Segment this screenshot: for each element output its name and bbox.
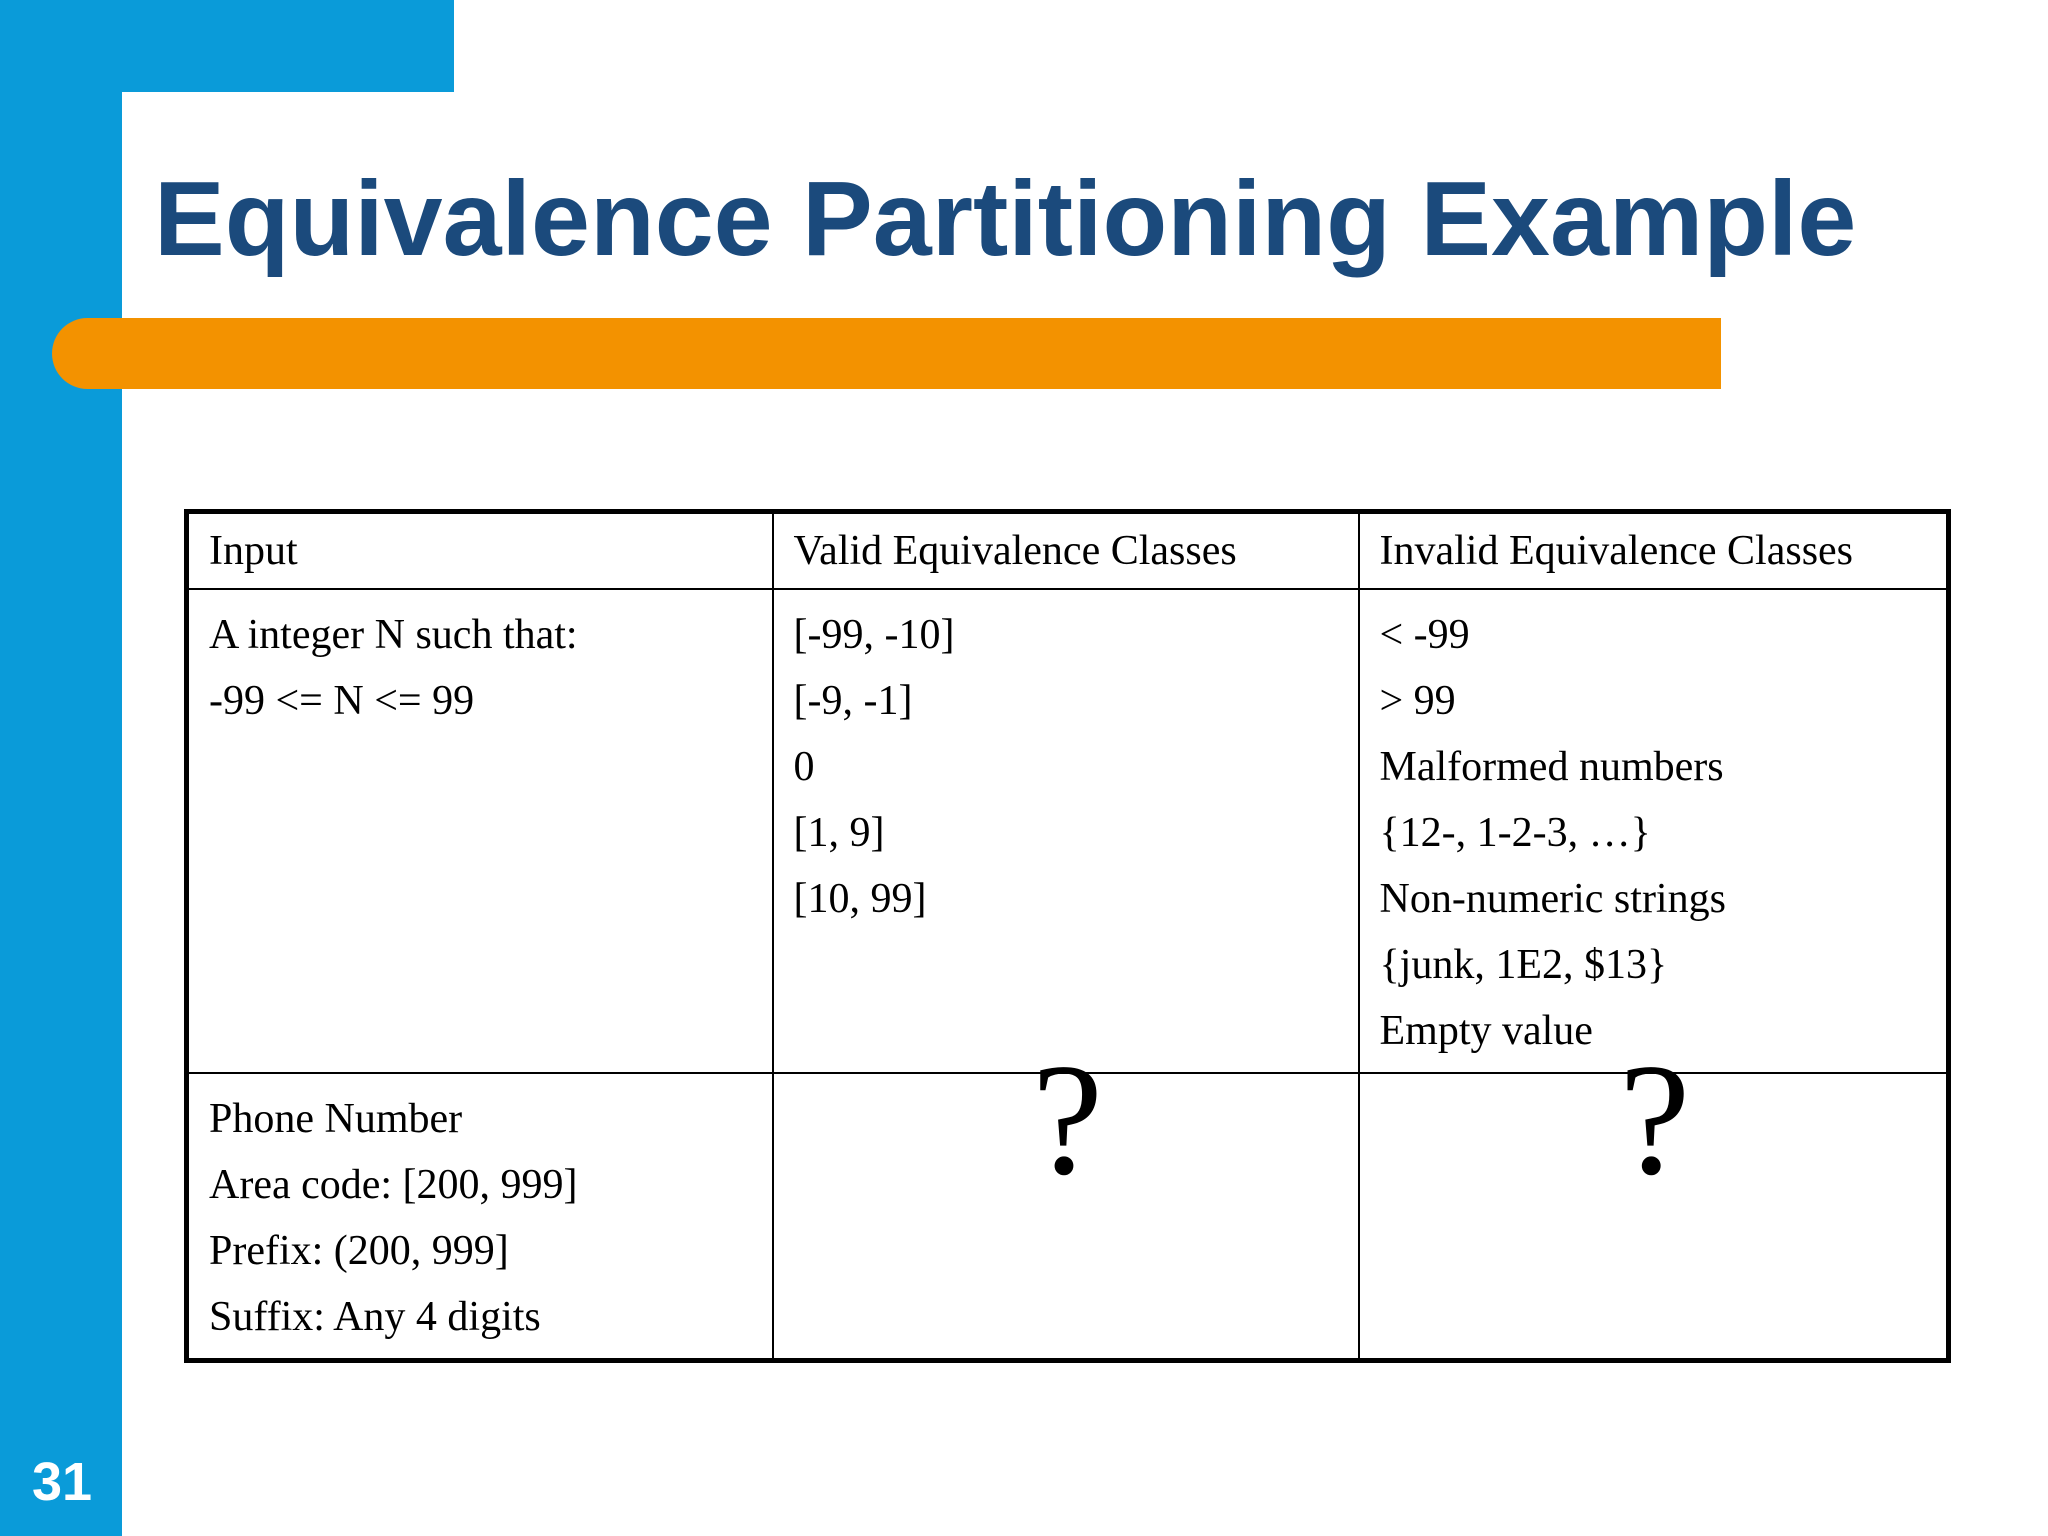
cell-line: Suffix: Any 4 digits [209, 1294, 541, 1340]
cell-invalid [1359, 589, 1949, 1073]
cell-line: > 99 [1379, 678, 1456, 724]
title-underline-bar [52, 318, 1721, 389]
cell-line: [-9, -1] [793, 678, 913, 724]
cell-line: [1, 9] [793, 810, 885, 856]
cell-line: Area code: [200, 999] [209, 1162, 578, 1208]
cell-input [187, 1073, 773, 1361]
cell-line: Prefix: (200, 999] [209, 1228, 509, 1274]
cell-valid [773, 589, 1359, 1073]
cell-line: Non-numeric strings [1379, 876, 1726, 922]
equivalence-table [184, 509, 1951, 1363]
table-header-row [187, 512, 1949, 590]
header-input: Input [187, 512, 773, 590]
cell-line: Empty value [1379, 1008, 1593, 1054]
slide-title: Equivalence Partitioning Example [154, 160, 1857, 278]
cell-line: -99 <= N <= 99 [209, 678, 475, 724]
cell-line: Phone Number [209, 1096, 463, 1142]
cell-invalid-question: ? [1359, 1073, 1949, 1361]
cell-line: [-99, -10] [793, 612, 955, 658]
left-accent-bar [0, 0, 122, 1536]
table-row [187, 1073, 1949, 1361]
cell-line: 0 [793, 744, 815, 790]
top-accent-block [0, 0, 454, 92]
header-invalid-classes: Invalid Equivalence Classes [1359, 512, 1949, 590]
cell-line: Malformed numbers [1379, 744, 1724, 790]
cell-input [187, 589, 773, 1073]
header-valid-classes: Valid Equivalence Classes [773, 512, 1359, 590]
table-row [187, 589, 1949, 1073]
cell-line: {junk, 1E2, $13} [1379, 942, 1668, 988]
cell-valid-question: ? [773, 1073, 1359, 1361]
cell-line: {12-, 1-2-3, …} [1379, 810, 1651, 856]
slide-number: 31 [32, 1452, 93, 1512]
cell-line: < -99 [1379, 612, 1470, 658]
cell-line: A integer N such that: [209, 612, 578, 658]
cell-line: [10, 99] [793, 876, 927, 922]
